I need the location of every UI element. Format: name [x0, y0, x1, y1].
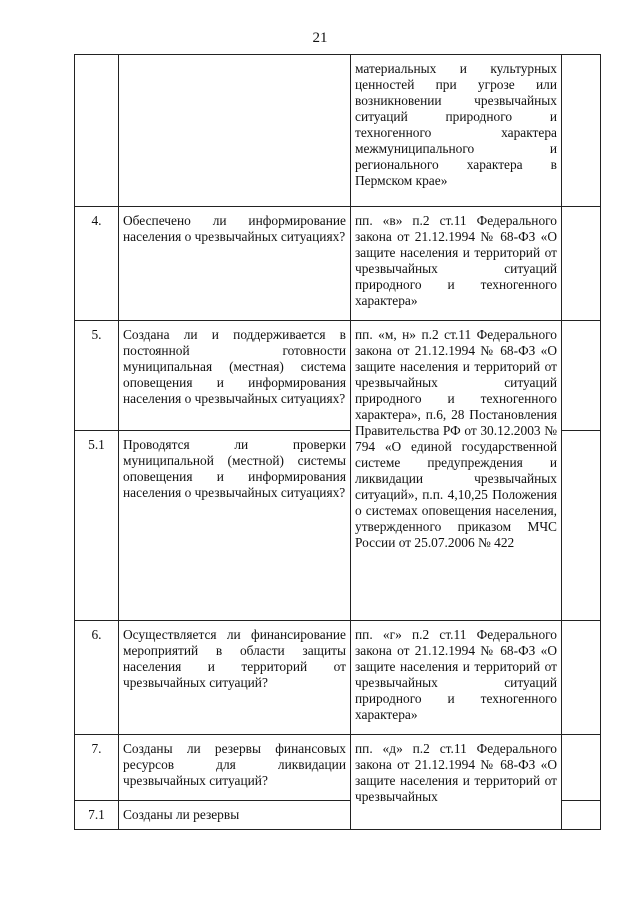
question-cell: Создана ли и поддерживается в постоянной готовности муниципальная (местная) система оповещения и информирования населения о чрезвычайных ситуациях?	[119, 321, 351, 431]
mark-cell	[562, 801, 601, 830]
mark-cell	[562, 321, 601, 431]
table-row	[75, 321, 601, 431]
mark-cell	[562, 55, 601, 207]
table-row	[75, 55, 601, 207]
mark-cell	[562, 207, 601, 321]
row-number	[75, 55, 119, 207]
question-cell: Осуществляется ли финансирование мероприятий в области защиты населения и территорий от чрезвычайных ситуаций?	[119, 621, 351, 735]
legal-basis-cell: материальных и культурных ценностей при угрозе или возникновении чрезвычайных ситуаций природного и техногенного характера межмуниципального и регионального характера в Пермском крае»	[351, 55, 562, 207]
legal-basis-cell: пп. «д» п.2 ст.11 Федерального закона от 21.12.1994 № 68-ФЗ «О защите населения и территорий от чрезвычайных	[351, 735, 562, 830]
page-number: 21	[312, 30, 328, 46]
checklist-table	[74, 54, 601, 830]
table-row	[75, 207, 601, 321]
table-row	[75, 735, 601, 801]
row-number: 4.	[75, 207, 119, 321]
row-number: 7.1	[75, 801, 119, 830]
question-cell	[119, 55, 351, 207]
row-number: 5.	[75, 321, 119, 431]
row-number: 5.1	[75, 431, 119, 621]
row-number: 7.	[75, 735, 119, 801]
table-row	[75, 621, 601, 735]
question-cell: Обеспечено ли информирование населения о чрезвычайных ситуациях?	[119, 207, 351, 321]
question-cell: Проводятся ли проверки муниципальной (местной) системы оповещения и информирования населения о чрезвычайных ситуациях?	[119, 431, 351, 621]
mark-cell	[562, 431, 601, 621]
mark-cell	[562, 735, 601, 801]
question-cell: Созданы ли резервы финансовых ресурсов для ликвидации чрезвычайных ситуаций?	[119, 735, 351, 801]
mark-cell	[562, 621, 601, 735]
legal-basis-cell: пп. «г» п.2 ст.11 Федерального закона от 21.12.1994 № 68-ФЗ «О защите населения и территорий от чрезвычайных ситуаций природного и техногенного характера»	[351, 621, 562, 735]
legal-basis-cell: пп. «в» п.2 ст.11 Федерального закона от 21.12.1994 № 68-ФЗ «О защите населения и территорий от чрезвычайных ситуаций природного и техногенного характера»	[351, 207, 562, 321]
row-number: 6.	[75, 621, 119, 735]
question-cell: Созданы ли резервы	[119, 801, 351, 830]
legal-basis-cell: пп. «м, н» п.2 ст.11 Федерального закона от 21.12.1994 № 68-ФЗ «О защите населения и территорий от чрезвычайных ситуаций природного и техногенного характера», п.6, 28 Постановления Правительства РФ от 30.12.2003 № 794 «О единой государственной системе предупреждения и ликвидации чрезвычайных ситуаций», п.п. 4,10,25 Положения о системах оповещения населения, утвержденного приказом МЧС России от 25.07.2006 № 422	[351, 321, 562, 621]
